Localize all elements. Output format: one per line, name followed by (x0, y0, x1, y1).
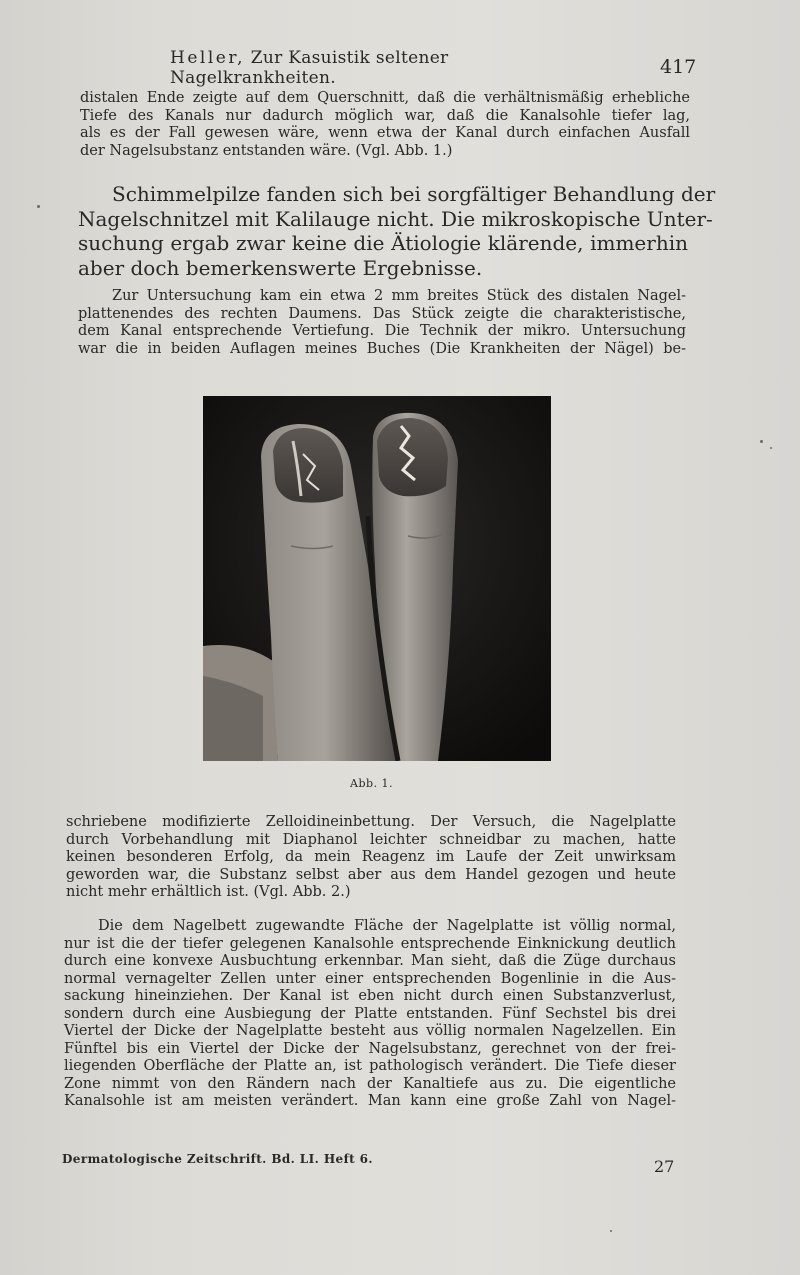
paragraph-2 (78, 182, 716, 280)
figure-caption: Abb. 1. (350, 777, 394, 790)
thumbs-photo-illustration (203, 396, 551, 761)
header-title: Zur Kasuistik seltener Nagelkrankheiten. (170, 48, 449, 88)
paper-speck (37, 205, 40, 208)
text-line: Viertel der Dicke der Nagelplatte besteht aus völlig normalen Nagelzellen. Ein (64, 1023, 676, 1039)
text-line: sondern durch eine Ausbiegung der Platte entstanden. Fünf Sechstel bis drei (64, 1005, 676, 1022)
text-line: als es der Fall gewesen wäre, wenn etwa der Kanal durch einfachen Ausfall (80, 125, 690, 141)
text-line: Tiefe des Kanals nur dadurch möglich war, daß die Kanalsohle tiefer lag, (80, 107, 690, 124)
journal-footer: Dermatologische Zeitschrift. Bd. LI. Heft 6. (62, 1152, 373, 1166)
text-line: keinen besonderen Erfolg, da mein Reagenz im Laufe der Zeit unwirksam (66, 849, 676, 865)
text-line: Kanalsohle ist am meisten verändert. Man kann eine große Zahl von Nagel- (64, 1093, 676, 1109)
text-line: Zone nimmt von den Rändern nach der Kanaltiefe aus zu. Die eigentliche (64, 1075, 676, 1092)
figure-photograph-fingernails (203, 396, 551, 761)
paragraph-1 (80, 90, 690, 160)
paragraph-4 (66, 814, 676, 902)
page-number: 417 (660, 56, 697, 78)
text-line: dem Kanal entsprechende Vertiefung. Die Technik der mikro. Untersuchung (78, 323, 686, 339)
text-line: sackung hineinziehen. Der Kanal ist eben nicht durch einen Substanzverlust, (64, 988, 676, 1004)
text-line: geworden war, die Substanz selbst aber aus dem Handel gezogen und heute (66, 866, 676, 883)
text-line: nicht mehr erhältlich ist. (Vgl. Abb. 2.) (66, 884, 351, 900)
text-line: aber doch bemerkenswerte Ergebnisse. (78, 255, 483, 280)
running-header (170, 48, 600, 88)
text-line: plattenendes des rechten Daumens. Das Stück zeigte die charakteristische, (78, 305, 686, 322)
text-line: Nagelschnitzel mit Kalilauge nicht. Die mikroskopische Unter- (78, 206, 713, 231)
text-line: Schimmelpilze fanden sich bei sorgfältiger Behandlung der (112, 182, 716, 206)
text-line: durch Vorbehandlung mit Diaphanol leichter schneidbar zu machen, hatte (66, 831, 676, 848)
text-line: distalen Ende zeigte auf dem Querschnitt, daß die verhältnismäßig erhebliche (80, 90, 690, 106)
text-line: der Nagelsubstanz entstanden wäre. (Vgl. Abb. 1.) (80, 142, 453, 159)
text-line: war die in beiden Auflagen meines Buches (Die Krankheiten der Nägel) be- (78, 340, 686, 357)
text-line: Zur Untersuchung kam ein etwa 2 mm breites Stück des distalen Nagel- (112, 288, 686, 304)
text-line: Fünftel bis ein Viertel der Dicke der Nagelsubstanz, gerechnet von der frei- (64, 1040, 676, 1057)
text-line: durch eine konvexe Ausbuchtung erkennbar. Man sieht, daß die Züge durchaus (64, 953, 676, 969)
header-author: Heller, (170, 48, 245, 68)
paragraph-5 (64, 918, 676, 1111)
text-line: suchung ergab zwar keine die Ätiologie klärende, immerhin (78, 231, 688, 255)
text-line: liegenden Oberfläche der Platte an, ist pathologisch verändert. Die Tiefe dieser (64, 1058, 676, 1074)
paragraph-3 (78, 288, 686, 358)
paper-speck (770, 447, 772, 449)
text-line: schriebene modifizierte Zelloidineinbettung. Der Versuch, die Nagelplatte (66, 814, 676, 830)
text-line: normal vernagelter Zellen unter einer entsprechenden Bogenlinie in die Aus- (64, 970, 676, 987)
paper-speck (760, 440, 763, 443)
paper-speck (610, 1230, 612, 1232)
text-line: nur ist die der tiefer gelegenen Kanalsohle entsprechende Einknickung deutlich (64, 935, 676, 952)
sheet-number: 27 (654, 1157, 675, 1176)
text-line: Die dem Nagelbett zugewandte Fläche der Nagelplatte ist völlig normal, (98, 918, 676, 934)
